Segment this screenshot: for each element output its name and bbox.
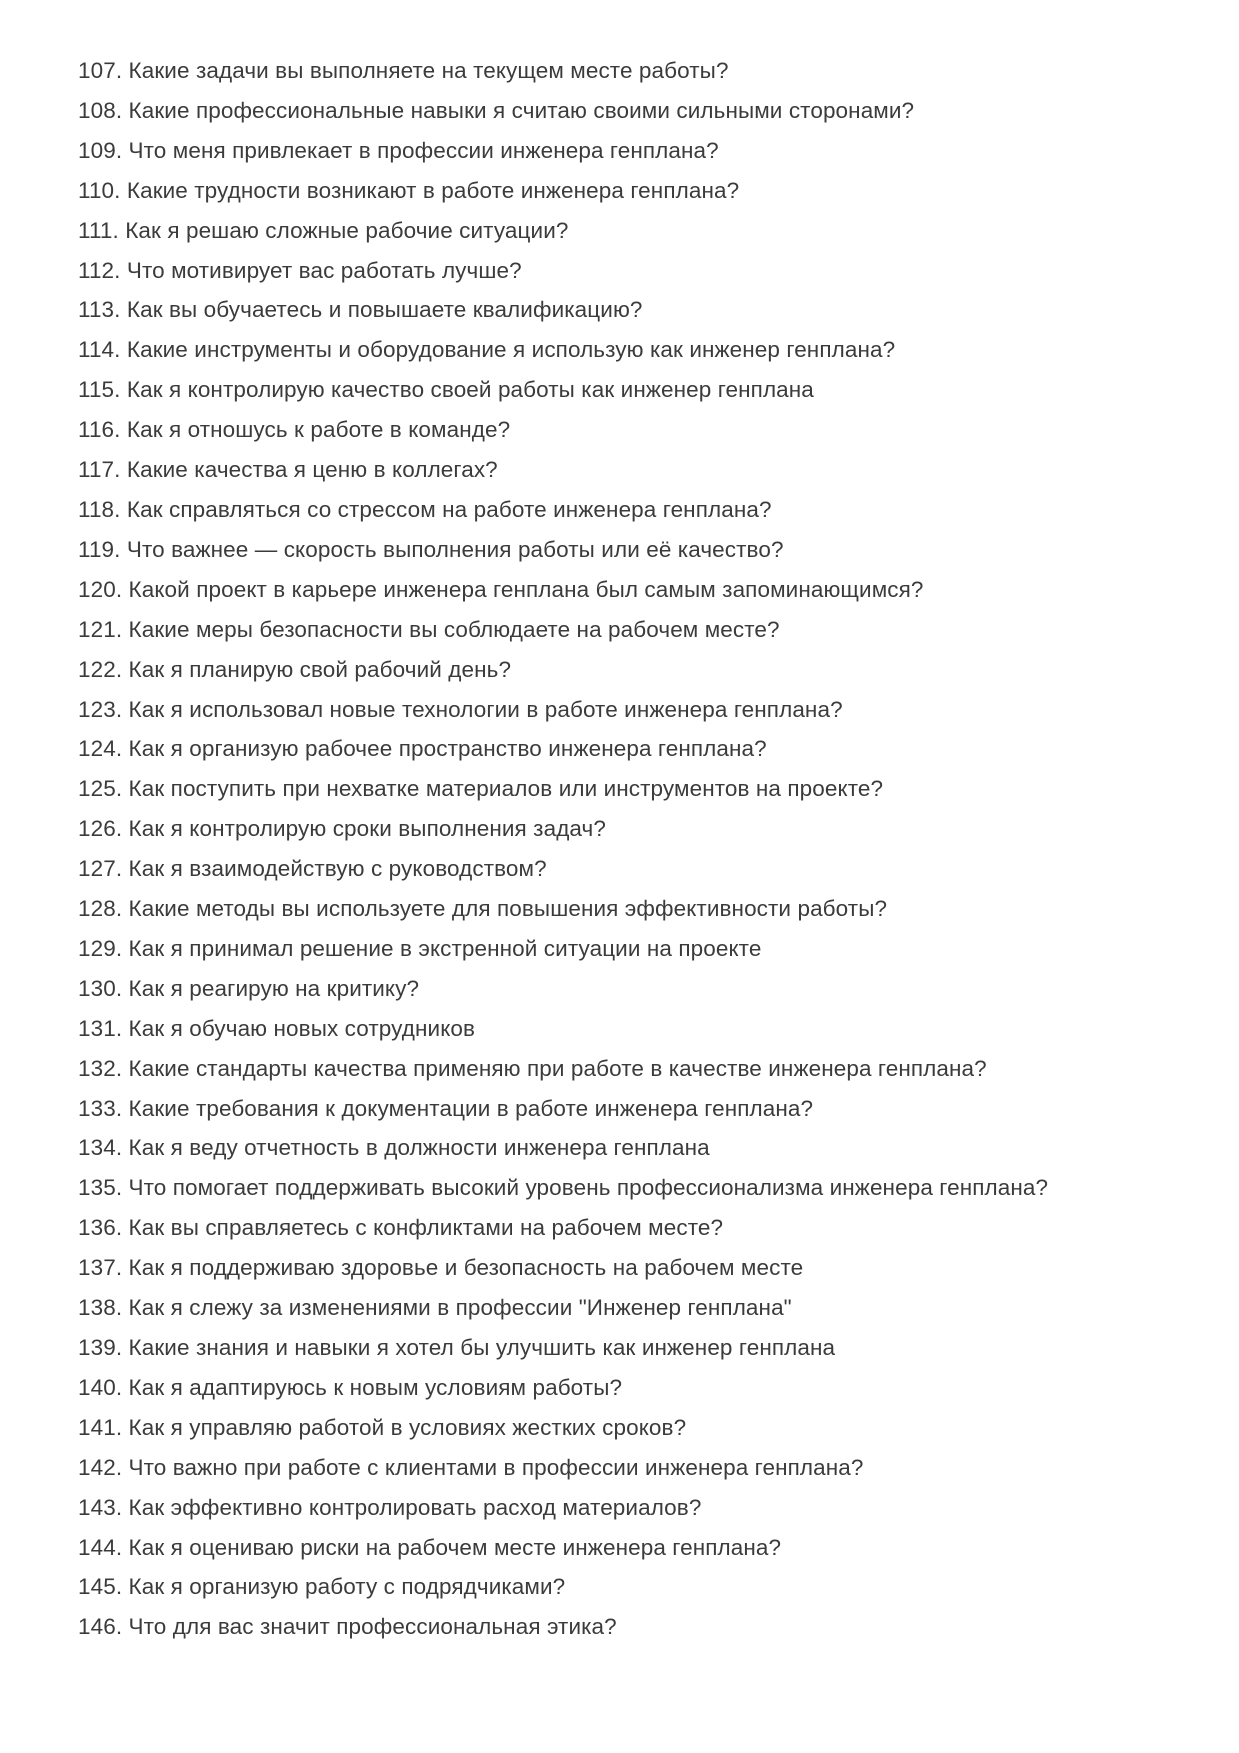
- list-item: 142. Что важно при работе с клиентами в профессии инженера генплана?: [78, 1454, 864, 1480]
- list-item: 111. Как я решаю сложные рабочие ситуации?: [78, 217, 569, 243]
- list-item: 113. Как вы обучаетесь и повышаете квалификацию?: [78, 297, 643, 323]
- question-list: [78, 51, 1199, 1647]
- list-item: 123. Как я использовал новые технологии в работе инженера генплана?: [78, 696, 843, 722]
- list-item: 137. Как я поддерживаю здоровье и безопасность на рабочем месте: [78, 1255, 804, 1281]
- list-item: 127. Как я взаимодействую с руководством?: [78, 856, 547, 882]
- list-item: 143. Как эффективно контролировать расход материалов?: [78, 1494, 702, 1520]
- list-item: 115. Как я контролирую качество своей работы как инженер генплана: [78, 377, 814, 403]
- list-item: 139. Какие знания и навыки я хотел бы улучшить как инженер генплана: [78, 1335, 836, 1360]
- list-item: 121. Какие меры безопасности вы соблюдаете на рабочем месте?: [78, 616, 780, 642]
- list-item: 130. Как я реагирую на критику?: [78, 975, 420, 1001]
- list-item: 118. Как справляться со стрессом на работе инженера генплана?: [78, 496, 772, 522]
- list-item: 109. Что меня привлекает в профессии инженера генплана?: [78, 137, 719, 163]
- list-item: 117. Какие качества я ценю в коллегах?: [78, 457, 498, 483]
- list-item: 108. Какие профессиональные навыки я считаю своими сильными сторонами?: [78, 97, 915, 123]
- list-item: 131. Как я обучаю новых сотрудников: [78, 1015, 476, 1041]
- list-item: 107. Какие задачи вы выполняете на текущем месте работы?: [78, 58, 729, 83]
- list-item: 146. Что для вас значит профессиональная этика?: [78, 1614, 617, 1640]
- list-item: 132. Какие стандарты качества применяю при работе в качестве инженера генплана?: [78, 1055, 987, 1081]
- list-item: 141. Как я управляю работой в условиях жестких сроков?: [78, 1414, 687, 1440]
- list-item: 133. Какие требования к документации в работе инженера генплана?: [78, 1095, 814, 1121]
- list-item: 135. Что помогает поддерживать высокий уровень профессионализма инженера генплана?: [78, 1175, 1049, 1201]
- list-item: 112. Что мотивирует вас работать лучше?: [78, 257, 522, 283]
- list-item: 116. Как я отношусь к работе в команде?: [78, 417, 511, 443]
- list-item: 140. Как я адаптируюсь к новым условиям работы?: [78, 1374, 623, 1400]
- list-item: 124. Как я организую рабочее пространство инженера генплана?: [78, 736, 767, 762]
- list-item: 122. Как я планирую свой рабочий день?: [78, 656, 512, 682]
- list-item: 114. Какие инструменты и оборудование я использую как инженер генплана?: [78, 337, 896, 363]
- list-item: 129. Как я принимал решение в экстренной ситуации на проекте: [78, 935, 762, 961]
- list-item: 138. Как я слежу за изменениями в профессии "Инженер генплана": [78, 1295, 792, 1321]
- list-item: 136. Как вы справляетесь с конфликтами на рабочем месте?: [78, 1215, 724, 1241]
- list-item: 110. Какие трудности возникают в работе инженера генплана?: [78, 177, 740, 203]
- list-item: 120. Какой проект в карьере инженера генплана был самым запоминающимся?: [78, 576, 924, 602]
- list-item: 145. Как я организую работу с подрядчиками?: [78, 1574, 566, 1600]
- list-item: 125. Как поступить при нехватке материалов или инструментов на проекте?: [78, 776, 884, 802]
- list-item: 119. Что важнее — скорость выполнения работы или её качество?: [78, 536, 784, 562]
- list-item: 126. Как я контролирую сроки выполнения задач?: [78, 816, 606, 842]
- list-item: 134. Как я веду отчетность в должности инженера генплана: [78, 1135, 710, 1161]
- list-item: 128. Какие методы вы используете для повышения эффективности работы?: [78, 896, 888, 922]
- list-item: 144. Как я оцениваю риски на рабочем месте инженера генплана?: [78, 1534, 782, 1560]
